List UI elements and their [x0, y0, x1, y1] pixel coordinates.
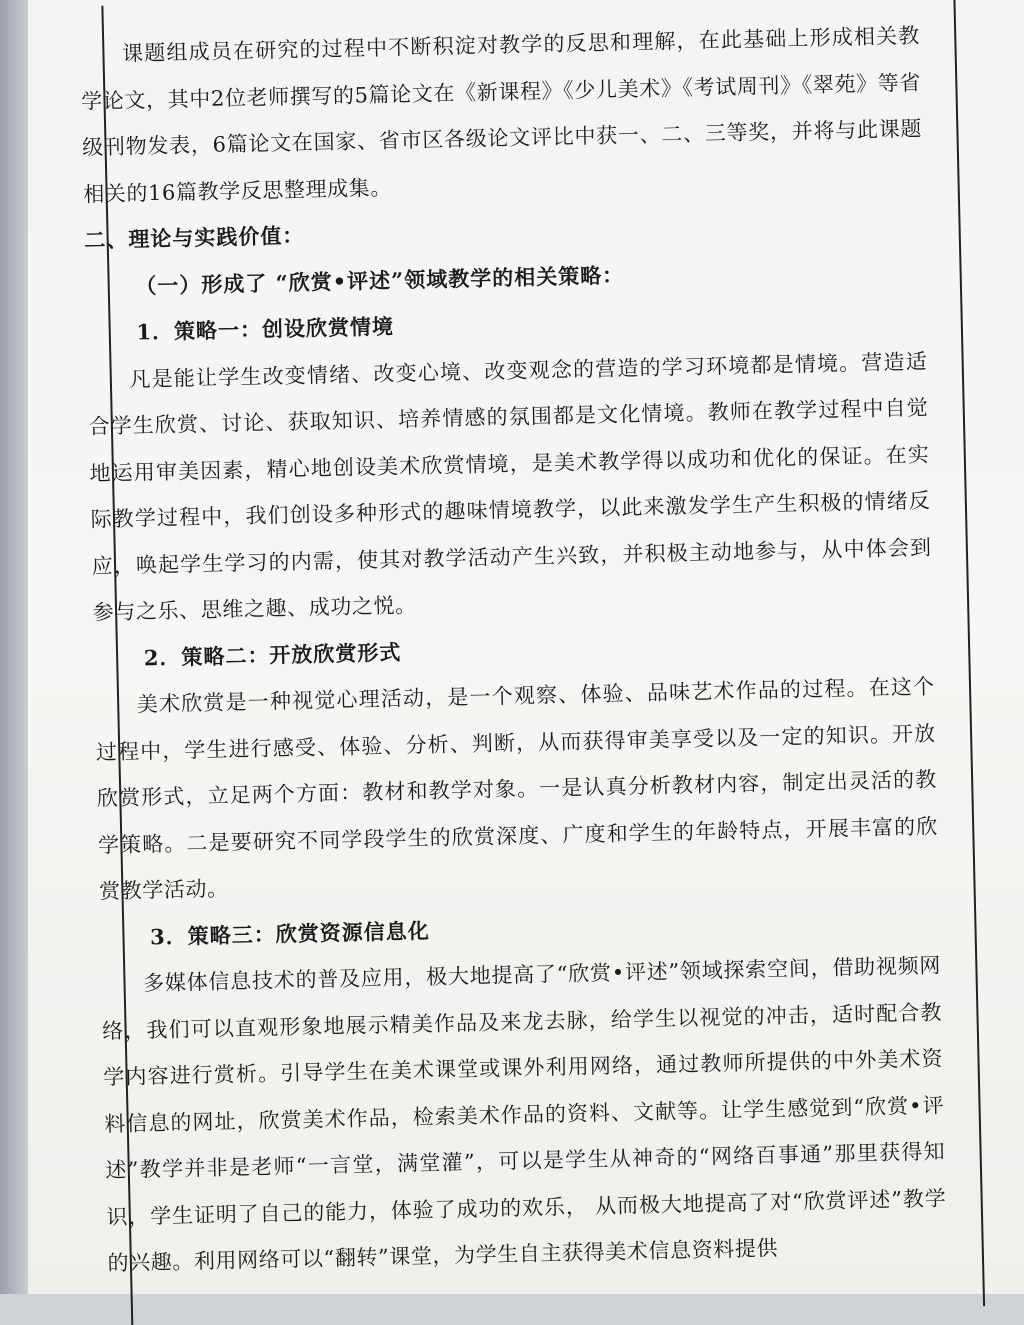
section-title: 二、理论与实践价值：: [84, 222, 305, 253]
strategy-3-body: 多媒体信息技术的普及应用，极大地提高了“欣赏•评述”领域探索空间，借助视频网络，我们可以直观形象地展示精美作品及来龙去脉，给学生以视觉的冲击，适时配合教学内容进行赏析。引导学生在美术课堂或课外利用网络，通过教师所提供的中外美术资料信息的网址，欣赏美术作品，检索美术作品的资料、文献等。让学生感觉到“欣赏•评述”教学并非是老师“一言堂，满堂灌”，可以是学生从神奇的“网络百事通”那里获得知识，学生证明了自己的能力，体验了成功的欢乐， 从而极大地提高了对“欣赏评述”教学的兴趣。利用网络可以“翻转”课堂，为学生自主获得美术信息资料提供: [101, 953, 947, 1276]
strategy-1-body: 凡是能让学生改变情绪、改变心境、改变观念的营造的学习环境都是情境。营造适合学生欣赏、讨论、获取知识、培养情感的氛围都是文化情境。教师在教学过程中自觉地运用审美因素，精心地创设美术欣赏情境，是美术教学得以成功和优化的保证。在实际教学过程中，我们创设多种形式的趣味情境教学，以此来激发学生产生积极的情绪反应，唤起学生学习的内需，使其对教学活动产生兴致，并积极主动地参与，从中体会到参与之乐、思维之趣、成功之悦。: [88, 349, 932, 625]
subsection-title: （一）形成了 “欣赏•评述”领域教学的相关策略：: [135, 261, 625, 298]
intro-paragraph: 课题组成员在研究的过程中不断积淀对教学的反思和理解，在此基础上形成相关教学论文，其中2位老师撰写的5篇论文在《新课程》《少儿美术》《考试周刊》《翠苑》等省级刊物发表，6篇论文在国家、省市区各级论文评比中获一、二、三等奖，并将与此课题相关的16篇教学反思整理成集。: [80, 23, 923, 207]
document-body: [80, 13, 948, 1287]
strategy-3-heading: 3．策略三：欣赏资源信息化: [149, 917, 430, 949]
strategy-2-body: 美术欣赏是一种视觉心理活动，是一个观察、体验、品味艺术作品的过程。在这个过程中，学生进行感受、体验、分析、判断，从而获得审美享受以及一定的知识。开放欣赏形式，立足两个方面：教材和教学对象。一是认真分析教材内容，制定出灵活的教学策略。二是要研究不同学段学生的欣赏深度、广度和学生的年龄特点，开展丰富的欣赏教学活动。: [95, 674, 939, 904]
strategy-2-heading: 2．策略二：开放欣赏形式: [143, 639, 402, 670]
strategy-1-heading: 1．策略一：创设欣赏情境: [136, 313, 395, 345]
